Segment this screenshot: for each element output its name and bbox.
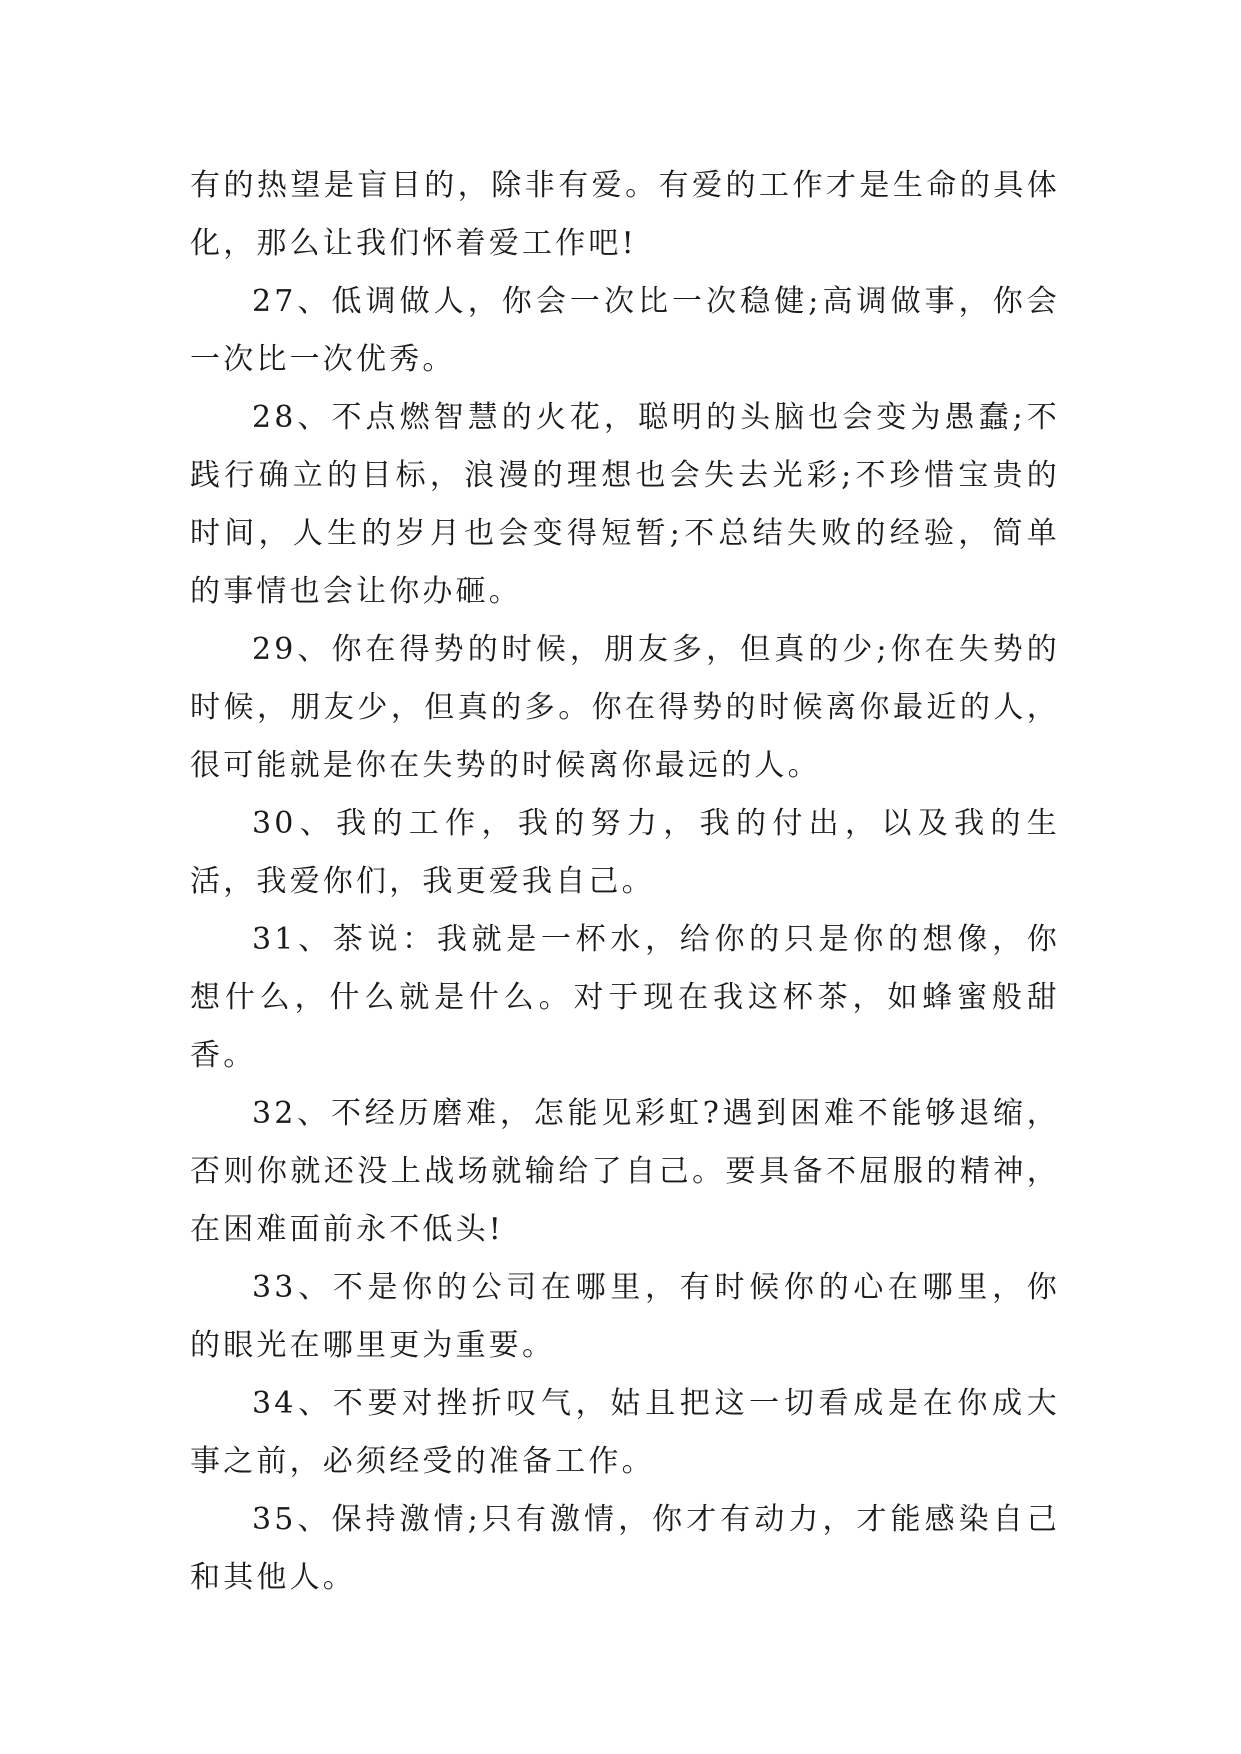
document-body — [190, 157, 1060, 1607]
paragraph-35: 35、保持激情;只有激情，你才有动力，才能感染自己和其他人。 — [190, 1502, 1060, 1595]
paragraph-30: 30、我的工作，我的努力，我的付出，以及我的生活，我爱你们，我更爱我自己。 — [190, 806, 1060, 899]
paragraph-33: 33、不是你的公司在哪里，有时候你的心在哪里，你的眼光在哪里更为重要。 — [190, 1270, 1060, 1363]
paragraph-28: 28、不点燃智慧的火花，聪明的头脑也会变为愚蠢;不践行确立的目标，浪漫的理想也会失去光彩;不珍惜宝贵的时间，人生的岁月也会变得短暂;不总结失败的经验，简单的事情也会让你办砸。 — [190, 400, 1060, 609]
paragraph-34: 34、不要对挫折叹气，姑且把这一切看成是在你成大事之前，必须经受的准备工作。 — [190, 1386, 1060, 1479]
paragraph-29: 29、你在得势的时候，朋友多，但真的少;你在失势的时候，朋友少，但真的多。你在得势的时候离你最近的人，很可能就是你在失势的时候离你最远的人。 — [190, 632, 1060, 783]
paragraph-31: 31、茶说：我就是一杯水，给你的只是你的想像，你想什么，什么就是什么。对于现在我这杯茶，如蜂蜜般甜香。 — [190, 922, 1060, 1073]
paragraph-continuation: 有的热望是盲目的，除非有爱。有爱的工作才是生命的具体化，那么让我们怀着爱工作吧! — [190, 168, 1060, 261]
paragraph-32: 32、不经历磨难，怎能见彩虹?遇到困难不能够退缩，否则你就还没上战场就输给了自己。要具备不屈服的精神，在困难面前永不低头! — [190, 1096, 1060, 1247]
paragraph-27: 27、低调做人，你会一次比一次稳健;高调做事，你会一次比一次优秀。 — [190, 284, 1060, 377]
